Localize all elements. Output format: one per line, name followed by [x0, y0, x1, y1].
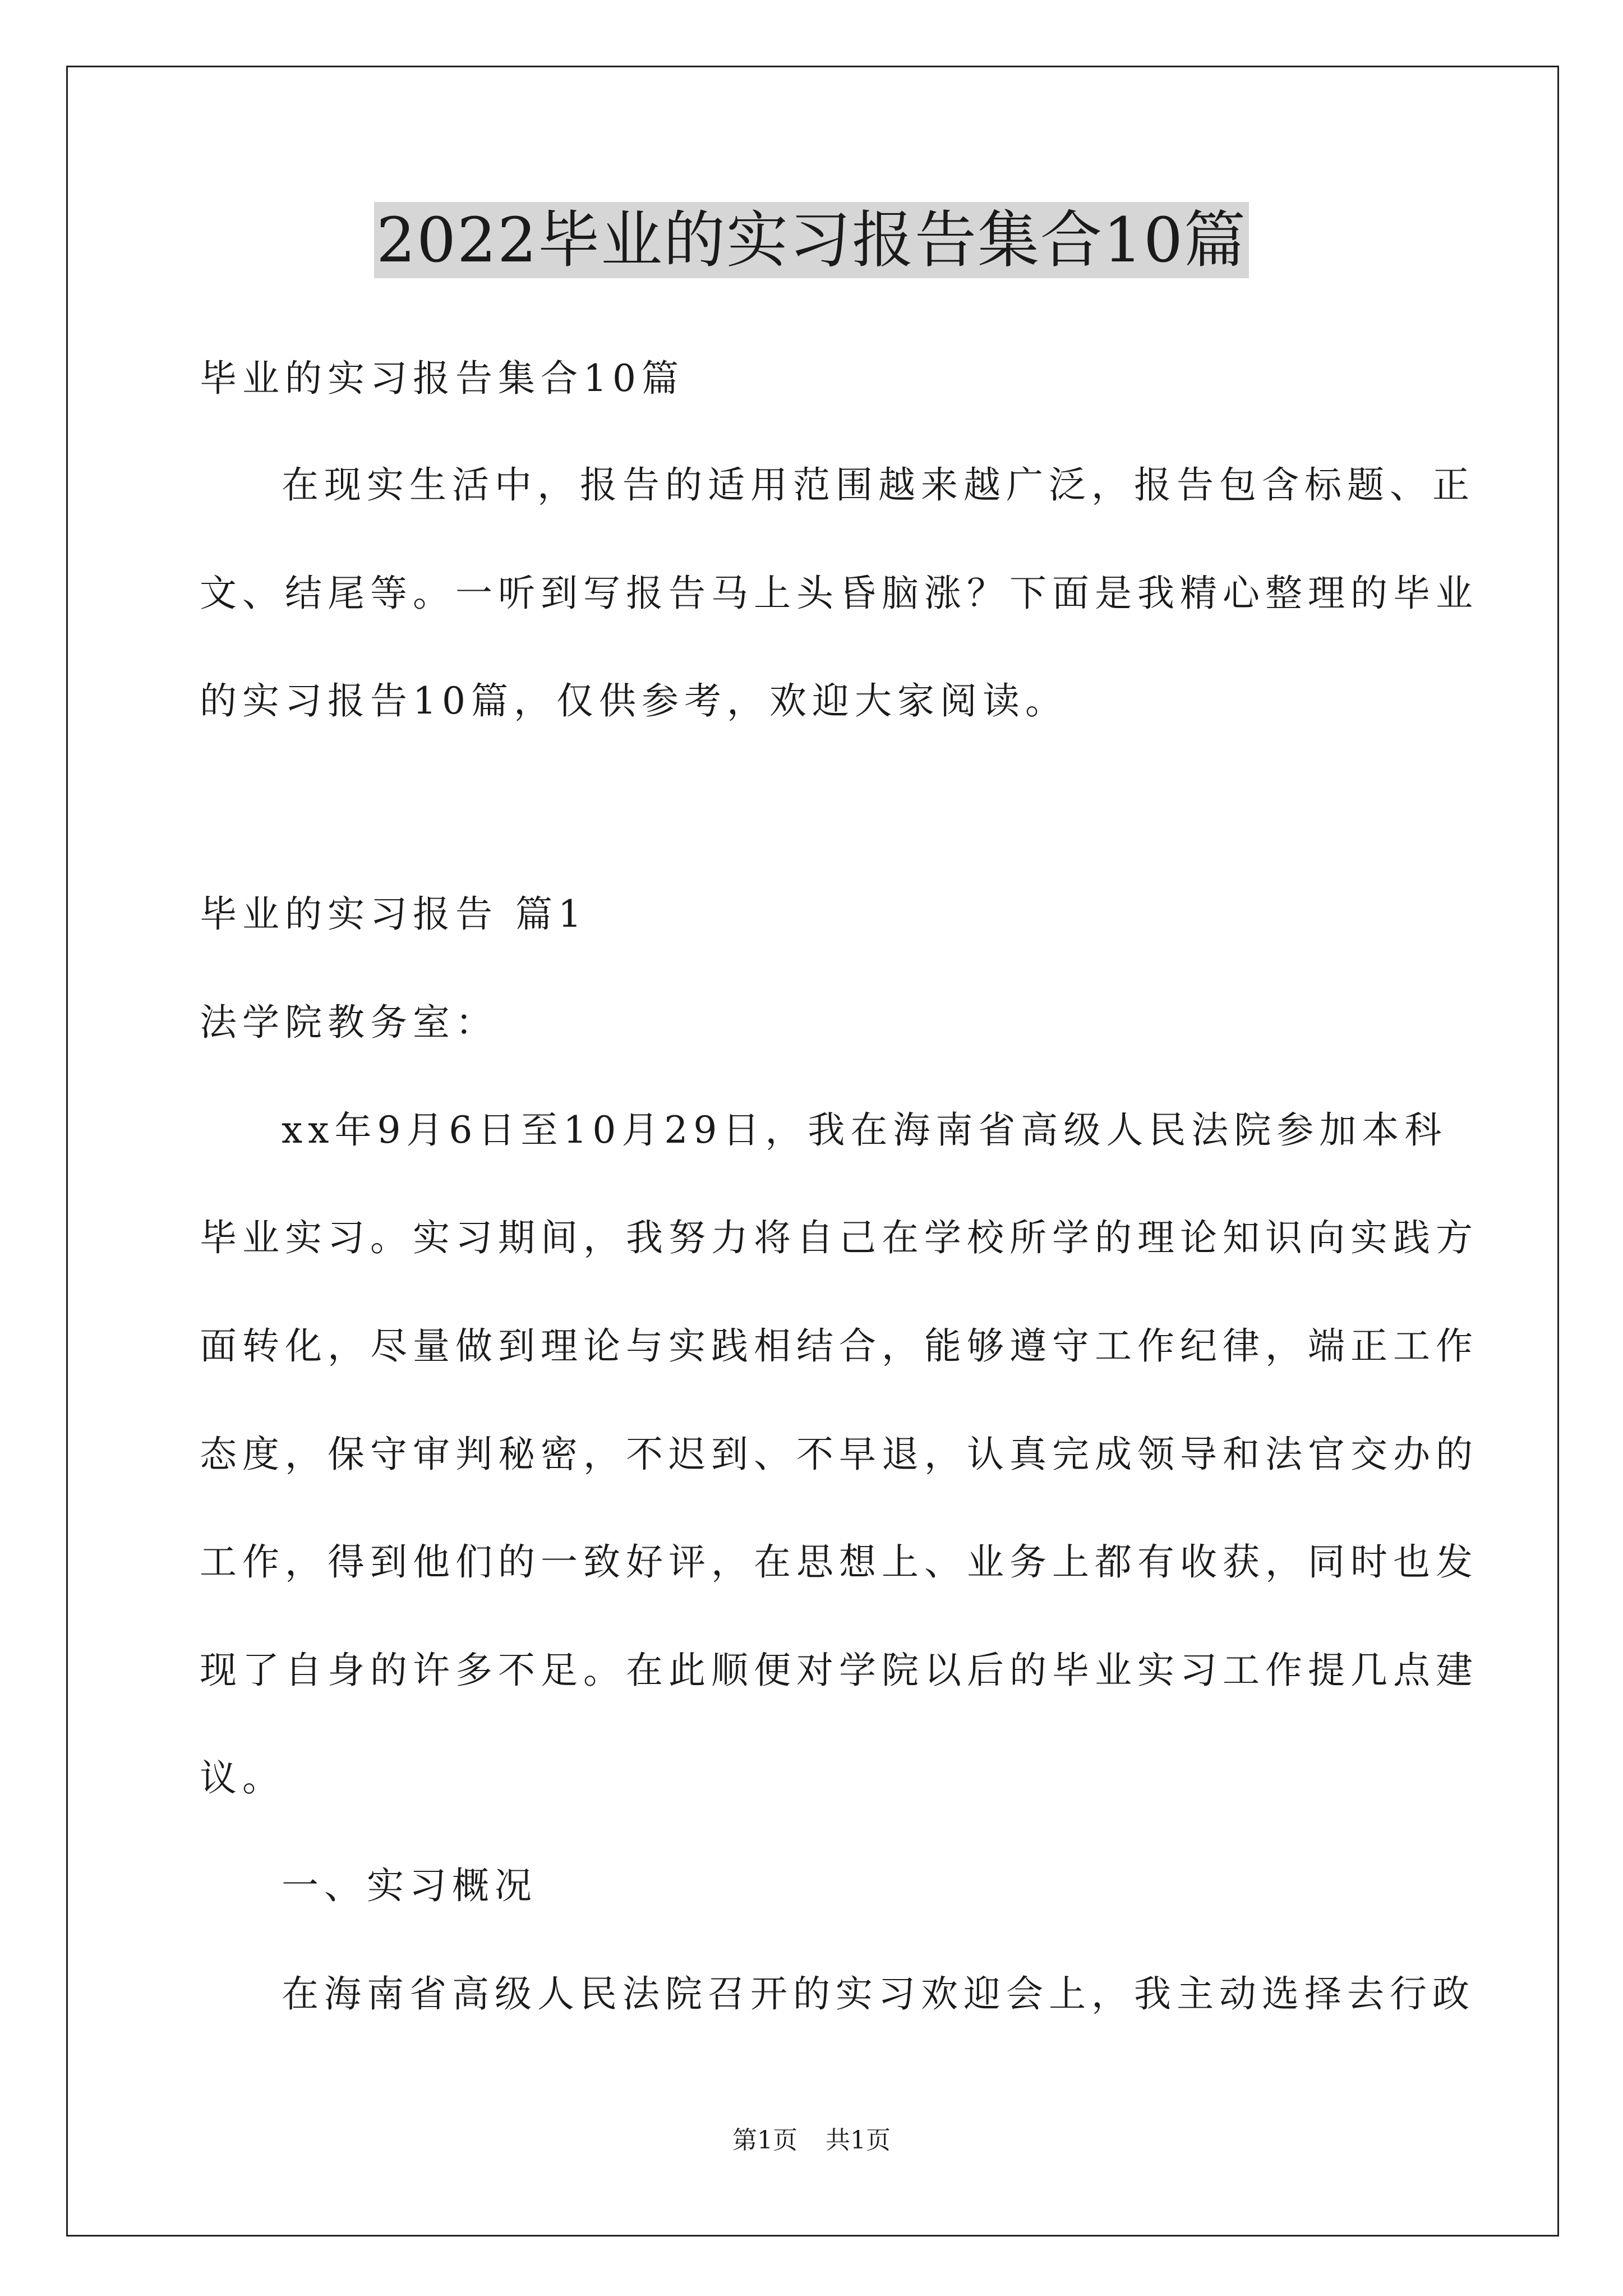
intro-line-3: 的实习报告10篇，仅供参考，欢迎大家阅读。 — [200, 679, 1068, 723]
body-line-7: 议。 — [200, 1756, 285, 1800]
body-line-2: 毕业实习。实习期间，我努力将自己在学校所学的理论知识向实践方 — [200, 1216, 1478, 1259]
document-title: 2022毕业的实习报告集合10篇 — [374, 202, 1249, 278]
salutation: 法学院教务室： — [200, 1001, 498, 1044]
intro-line-1: 在现实生活中，报告的适用范围越来越广泛，报告包含标题、正 — [282, 463, 1475, 507]
body-line-8: 在海南省高级人民法院召开的实习欢迎会上，我主动选择去行政 — [282, 1972, 1475, 2016]
section-heading: 毕业的实习报告 篇1 — [200, 892, 587, 936]
subheading: 一、实习概况 — [282, 1864, 537, 1907]
page-footer — [0, 2125, 1623, 2156]
body-line-1: xx年9月6日至10月29日，我在海南省高级人民法院参加本科 — [282, 1108, 1447, 1152]
body-line-5: 工作，得到他们的一致好评，在思想上、业务上都有收获，同时也发 — [200, 1540, 1478, 1584]
page-number: 第1页 — [732, 2126, 797, 2155]
page-total: 共1页 — [826, 2126, 891, 2155]
body-line-6: 现了自身的许多不足。在此顺便对学院以后的毕业实习工作提几点建 — [200, 1649, 1478, 1692]
body-line-4: 态度，保守审判秘密，不迟到、不早退，认真完成领导和法官交办的 — [200, 1433, 1478, 1476]
intro-line-2: 文、结尾等。一听到写报告马上头昏脑涨？下面是我精心整理的毕业 — [200, 572, 1478, 615]
document-subtitle: 毕业的实习报告集合10篇 — [200, 357, 684, 400]
title-container — [0, 202, 1623, 278]
body-line-3: 面转化，尽量做到理论与实践相结合，能够遵守工作纪律，端正工作 — [200, 1324, 1478, 1368]
